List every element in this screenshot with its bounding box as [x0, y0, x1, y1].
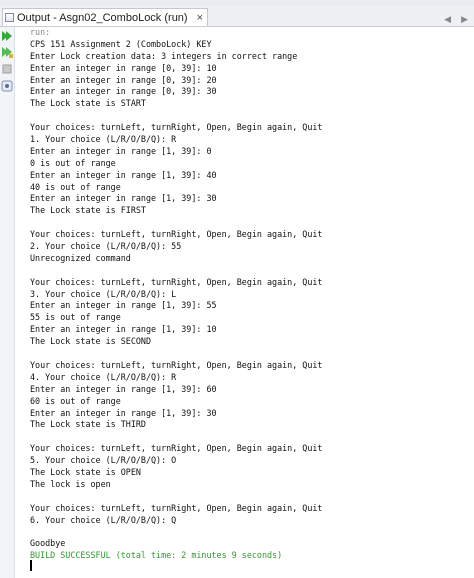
output-tab-title: Output - Asgn02_ComboLock (run): [17, 11, 188, 24]
console-line: The Lock state is THIRD: [30, 419, 146, 430]
console-line: Enter an integer in range [1, 39]: 60: [30, 383, 217, 394]
console-line: Enter an integer in range [1, 39]: 30: [30, 193, 217, 204]
console-line: Your choices: turnLeft, turnRight, Open, Begin again, Quit: [30, 502, 323, 513]
close-icon[interactable]: ×: [196, 11, 204, 24]
rerun-icon[interactable]: [1, 30, 13, 42]
console-line: Your choices: turnLeft, turnRight, Open, Begin again, Quit: [30, 359, 323, 370]
output-window-icon: [5, 13, 14, 22]
console-line: Enter an integer in range [1, 39]: 0: [30, 145, 212, 156]
console-line: The lock is open: [30, 478, 111, 489]
console-line: 2. Your choice (L/R/O/B/Q): 55: [30, 241, 182, 252]
build-status: BUILD SUCCESSFUL (total time: 2 minutes 9 seconds): [30, 550, 283, 561]
console-line: 40 is out of range: [30, 181, 121, 192]
console-line: Your choices: turnLeft, turnRight, Open, Begin again, Quit: [30, 276, 323, 287]
console-line: The Lock state is START: [30, 98, 146, 109]
output-tab[interactable]: [2, 8, 208, 26]
output-toolbar: [0, 27, 15, 578]
tab-navigation: [444, 14, 468, 25]
console-line: [30, 265, 470, 277]
rerun-with-options-icon[interactable]: [1, 46, 13, 58]
text-cursor: [30, 560, 32, 571]
scroll-right-icon[interactable]: ▶: [461, 14, 468, 24]
output-tab-bar: [0, 6, 474, 27]
console-line: [30, 431, 470, 443]
console-line: Enter an integer in range [0, 39]: 20: [30, 74, 217, 85]
console-line: Goodbye: [30, 538, 66, 549]
console-line: Enter an integer in range [1, 39]: 40: [30, 169, 217, 180]
console-line: Your choices: turnLeft, turnRight, Open, Begin again, Quit: [30, 229, 323, 240]
scroll-left-icon[interactable]: ◀: [444, 14, 452, 24]
console-line: Enter an integer in range [1, 39]: 55: [30, 300, 217, 311]
console-line: 0 is out of range: [30, 157, 116, 168]
console-line: The Lock state is SECOND: [30, 336, 152, 347]
console-line: 5. Your choice (L/R/O/B/Q): O: [30, 455, 177, 466]
console-line: [30, 491, 470, 503]
console-line: Unrecognized command: [30, 252, 131, 263]
console-line: Enter an integer in range [0, 39]: 30: [30, 86, 217, 97]
console-line: [30, 348, 470, 360]
console-line: [30, 110, 470, 122]
console-line: 6. Your choice (L/R/O/B/Q): Q: [30, 514, 177, 525]
stop-icon[interactable]: [1, 63, 13, 75]
console-line: Enter an integer in range [1, 39]: 30: [30, 407, 217, 418]
console-line: [30, 217, 470, 229]
console-line: The Lock state is OPEN: [30, 466, 141, 477]
console-line: 60 is out of range: [30, 395, 121, 406]
console-line: Your choices: turnLeft, turnRight, Open, Begin again, Quit: [30, 122, 323, 133]
console-line: Enter an integer in range [0, 39]: 10: [30, 62, 217, 73]
console-line: Enter an integer in range [1, 39]: 10: [30, 324, 217, 335]
console-line: 1. Your choice (L/R/O/B/Q): R: [30, 134, 177, 145]
console-line: The Lock state is FIRST: [30, 205, 146, 216]
console-line: CPS 151 Assignment 2 (ComboLock) KEY: [30, 38, 212, 49]
console-line: 3. Your choice (L/R/O/B/Q): L: [30, 288, 177, 299]
console-line: Enter Lock creation data: 3 integers in correct range: [30, 50, 298, 61]
output-console[interactable]: [30, 27, 470, 562]
console-line: [30, 526, 470, 538]
console-line: 55 is out of range: [30, 312, 121, 323]
console-line: Your choices: turnLeft, turnRight, Open, Begin again, Quit: [30, 443, 323, 454]
console-line: 4. Your choice (L/R/O/B/Q): R: [30, 371, 177, 382]
settings-icon[interactable]: [1, 80, 13, 92]
run-label: run:: [30, 27, 51, 37]
